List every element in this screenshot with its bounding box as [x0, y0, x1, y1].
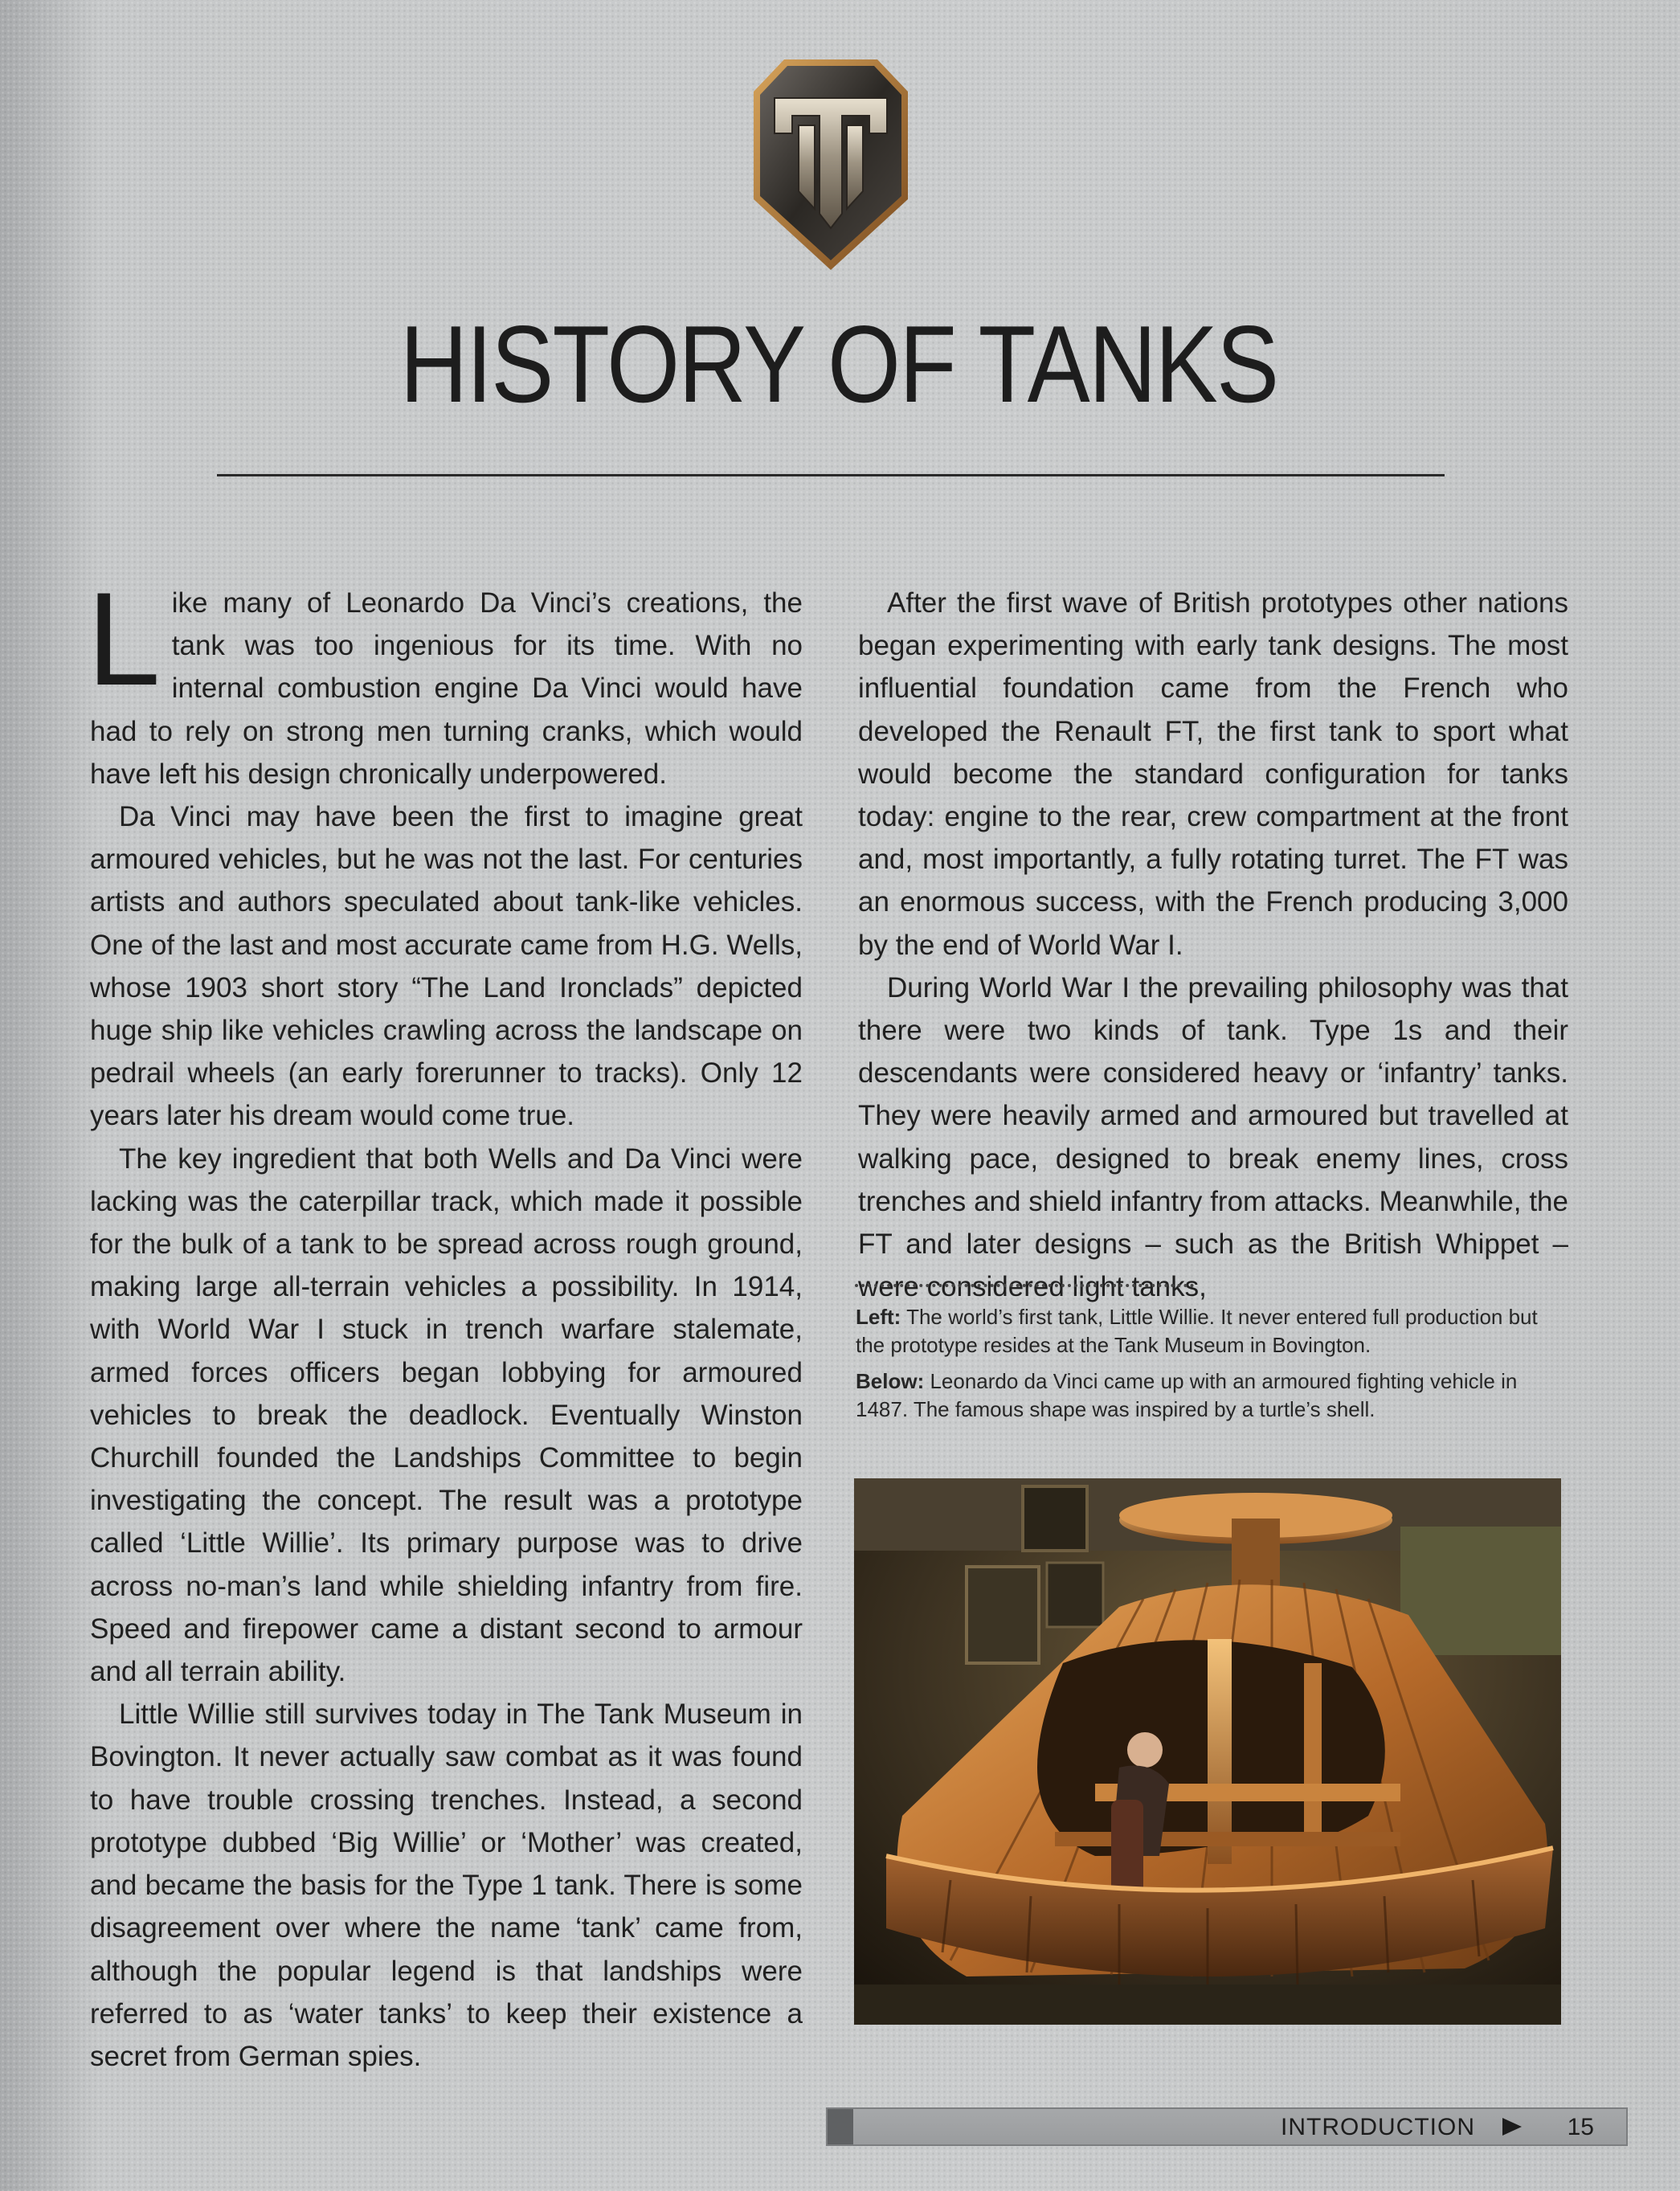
- paragraph: [87, 565, 803, 795]
- paragraph: Da Vinci may have been the first to imagine great armoured vehicles, but he was not the last. For centuries artists and authors speculated about tank-like vehicles. One of the last and most accurate came from H.G. Wells, whose 1903 short story “The Land Ironclads” depicted huge ship like vehicles crawling across the landscape on pedrail wheels (an early forerunner to tracks). Only 12 years later his dream would come true.: [90, 801, 803, 1132]
- caption-divider: [855, 1284, 1194, 1287]
- caption-below: [856, 1367, 1571, 1424]
- da-vinci-tank-photo: [854, 1478, 1561, 2025]
- page-title: HISTORY OF TANKS: [399, 303, 1278, 425]
- left-column: [87, 565, 803, 2078]
- drop-cap: L: [87, 565, 161, 713]
- page-number: 15: [1567, 2114, 1594, 2140]
- section-label: INTRODUCTION: [1281, 2114, 1475, 2140]
- caption-text: The world’s first tank, Little Willie. It never entered full production but the prototype resides at the Tank Museum in Bovington.: [856, 1305, 1538, 1357]
- paragraph: The key ingredient that both Wells and Da Vinci were lacking was the caterpillar track, which made it possible for the bulk of a tank to be spread across rough ground, making large all-terrain vehicles a possibility. In 1914, with World War I stuck in trench warfare stalemate, armed forces officers began lobbying for armoured vehicles to break the deadlock. Eventually Winston Churchill founded the Landships Committee to begin investigating the concept. The result was a prototype called ‘Little Willie’. Its primary purpose was to drive across no-man’s land while shielding infantry from fire. Speed and firepower came a distant second to armour and all terrain ability.: [90, 1143, 803, 1688]
- caption-lead: Below:: [856, 1369, 925, 1393]
- title-divider: [217, 474, 1445, 476]
- da-vinci-tank-illustration: [854, 1478, 1561, 2025]
- caption-lead: Left:: [856, 1305, 901, 1329]
- page-footer: [826, 2107, 1628, 2146]
- captions: [856, 1303, 1571, 1432]
- right-column: [858, 582, 1568, 1308]
- footer-tab: [828, 2109, 853, 2144]
- caption-text: Leonardo da Vinci came up with an armoured fighting vehicle in 1487. The famous shape was inspired by a turtle’s shell.: [856, 1369, 1518, 1421]
- world-of-tanks-logo-icon: [752, 56, 909, 273]
- paragraph-text: ike many of Leonardo Da Vinci’s creations, the tank was too ingenious for its time. With no internal combustion engine Da Vinci would have had to rely on strong men turning cranks, which would have left his design chronically underpowered.: [90, 587, 803, 790]
- paragraph: After the first wave of British prototypes other nations began experimenting with early tank designs. The most influential foundation came from the French who developed the Renault FT, the first tank to sport what would become the standard configuration for tanks today: engine to the rear, crew compartment at the front and, most importantly, a fully rotating turret. The FT was an enormous success, with the French producing 3,000 by the end of World War I.: [858, 587, 1568, 961]
- caption-left: [856, 1303, 1571, 1359]
- paragraph: During World War I the prevailing philosophy was that there were two kinds of tank. Type 1s and their descendants were considered heavy or ‘infantry’ tanks. They were heavily armed and armoured but travelled at walking pace, designed to break enemy lines, cross trenches and shield infantry from attacks. Meanwhile, the FT and later designs – such as the British Whippet – were considered light tanks,: [858, 971, 1568, 1303]
- paragraph: Little Willie still survives today in The Tank Museum in Bovington. It never actually saw combat as it was found to have trouble crossing trenches. Instead, a second prototype dubbed ‘Big Willie’ or ‘Mother’ was created, and became the basis for the Type 1 tank. There is some disagreement over where the name ‘tank’ came from, although the popular legend is that landships were referred to as ‘water tanks’ to keep their existence a secret from German spies.: [90, 1698, 803, 2072]
- play-arrow-icon: [1502, 2118, 1522, 2136]
